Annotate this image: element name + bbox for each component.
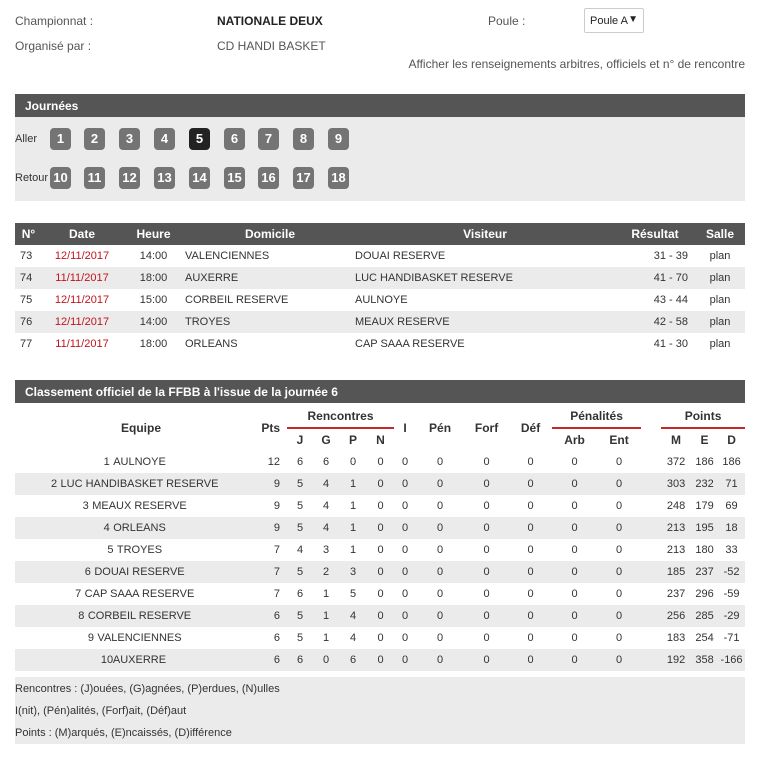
standings-arb: 0 <box>552 517 597 539</box>
standings-i: 0 <box>401 544 409 556</box>
standings-g: 1 <box>313 605 339 627</box>
standings-g: 1 <box>322 588 330 600</box>
classement-table <box>15 405 745 671</box>
standings-n: 0 <box>377 588 384 600</box>
standings-def: 0 <box>527 500 534 512</box>
matches-table <box>15 223 745 355</box>
standings-i: 0 <box>394 473 416 495</box>
team-name: MEAUX RESERVE <box>92 500 187 512</box>
match-date: 11/11/2017 <box>55 338 109 350</box>
journee-button-3[interactable]: 3 <box>119 128 140 150</box>
journee-button-13[interactable]: 13 <box>154 167 175 189</box>
match-heure: 14:00 <box>122 311 185 333</box>
col-p: P <box>348 433 357 447</box>
team-cell <box>15 517 247 539</box>
standings-i: 0 <box>394 517 416 539</box>
standings-g: 1 <box>322 632 330 644</box>
standings-e: 195 <box>691 517 718 539</box>
standings-j: 5 <box>287 517 313 539</box>
standings-row <box>15 583 745 605</box>
match-num: 76 <box>15 311 42 333</box>
standings-i: 0 <box>394 561 416 583</box>
standings-i: 0 <box>401 456 409 468</box>
championnat-value: NATIONALE DEUX <box>217 14 323 28</box>
standings-arb: 0 <box>571 456 578 468</box>
standings-pts: 9 <box>273 500 280 512</box>
journee-button-17[interactable]: 17 <box>293 167 314 189</box>
journees-title: Journées <box>15 94 745 117</box>
journee-button-4[interactable]: 4 <box>154 128 175 150</box>
col-date: Date <box>42 223 122 245</box>
match-date: 12/11/2017 <box>42 311 122 333</box>
standings-d: -52 <box>718 561 745 583</box>
championnat-label: Championnat : <box>15 14 94 28</box>
retour-label: Retour <box>15 172 49 184</box>
standings-p: 1 <box>339 517 367 539</box>
aller-label: Aller <box>15 133 38 145</box>
col-ent: Ent <box>609 433 629 447</box>
standings-def: 0 <box>509 649 552 671</box>
organise-value: CD HANDI BASKET <box>217 39 326 53</box>
standings-g: 2 <box>313 561 339 583</box>
match-domicile: AUXERRE <box>185 267 355 289</box>
standings-pts: 6 <box>273 632 280 644</box>
match-resultat: 41 - 30 <box>653 338 688 350</box>
standings-m: 372 <box>666 456 686 468</box>
standings-pts: 12 <box>267 456 280 468</box>
standings-arb: 0 <box>571 588 578 600</box>
standings-n: 0 <box>367 473 394 495</box>
match-visiteur: DOUAI RESERVE <box>355 250 446 262</box>
standings-m: 213 <box>661 517 691 539</box>
standings-j: 6 <box>287 649 313 671</box>
match-num: 77 <box>20 338 33 350</box>
standings-n: 0 <box>377 500 384 512</box>
team-name: CAP SAAA RESERVE <box>84 588 195 600</box>
standings-g: 3 <box>322 544 330 556</box>
standings-row <box>15 495 745 517</box>
standings-i: 0 <box>394 649 416 671</box>
standings-j: 5 <box>287 605 313 627</box>
col-num: N° <box>15 223 42 245</box>
journee-button-14[interactable]: 14 <box>189 167 210 189</box>
standings-m: 192 <box>661 649 691 671</box>
standings-forf: 0 <box>483 500 490 512</box>
standings-arb: 0 <box>571 632 578 644</box>
team-name: AULNOYE <box>113 456 166 468</box>
standings-d: -59 <box>723 588 740 600</box>
col-g: G <box>321 433 331 447</box>
standings-m: 183 <box>666 632 686 644</box>
standings-def: 0 <box>527 456 534 468</box>
standings-ent: 0 <box>597 517 641 539</box>
match-salle-link[interactable]: plan <box>709 338 731 350</box>
col-m: M <box>671 433 682 447</box>
standings-p: 4 <box>339 605 367 627</box>
standings-d: 33 <box>725 544 738 556</box>
spacer-cell <box>641 627 661 649</box>
col-domicile: Domicile <box>185 223 355 245</box>
standings-m: 237 <box>666 588 686 600</box>
standings-forf: 0 <box>464 517 509 539</box>
team-cell <box>15 605 247 627</box>
match-heure: 14:00 <box>139 250 168 262</box>
col-i: I <box>403 421 407 435</box>
standings-g: 0 <box>313 649 339 671</box>
standings-forf: 0 <box>483 456 490 468</box>
standings-d: -71 <box>723 632 740 644</box>
standings-forf: 0 <box>464 605 509 627</box>
standings-row <box>15 473 745 495</box>
match-resultat: 43 - 44 <box>653 294 688 306</box>
standings-g: 6 <box>322 456 330 468</box>
standings-n: 0 <box>377 632 384 644</box>
match-salle-link[interactable]: plan <box>709 294 731 306</box>
standings-m: 248 <box>666 500 686 512</box>
standings-e: 358 <box>691 649 718 671</box>
spacer-cell <box>641 561 661 583</box>
standings-pen: 0 <box>416 605 464 627</box>
col-forf: Forf <box>474 421 499 435</box>
standings-pen: 0 <box>416 649 464 671</box>
standings-d: -29 <box>718 605 745 627</box>
col-e: E <box>700 433 709 447</box>
team-cell <box>15 451 247 473</box>
standings-p: 1 <box>339 473 367 495</box>
match-num: 74 <box>15 267 42 289</box>
standings-j: 6 <box>296 456 304 468</box>
poule-select[interactable] <box>584 8 644 33</box>
legend-points: Points : (M)arqués, (E)ncaissés, (D)ifférence <box>15 727 232 739</box>
legend-init: I(nit), (Pén)alités, (Forf)ait, (Déf)aut <box>15 705 187 717</box>
standings-pen: 0 <box>436 456 444 468</box>
standings-e: 180 <box>695 544 714 556</box>
team-cell <box>15 627 247 649</box>
spacer-cell <box>641 451 661 473</box>
journee-button-18[interactable]: 18 <box>328 167 349 189</box>
standings-m: 185 <box>661 561 691 583</box>
organise-label: Organisé par : <box>15 39 92 53</box>
standings-row <box>15 517 745 539</box>
standings-forf: 0 <box>464 649 509 671</box>
standings-m: 303 <box>661 473 691 495</box>
standings-row <box>15 649 745 671</box>
standings-j: 5 <box>287 561 313 583</box>
journee-button-11[interactable]: 11 <box>84 167 105 189</box>
standings-forf: 0 <box>483 588 490 600</box>
match-date: 12/11/2017 <box>54 294 110 306</box>
standings-d: 71 <box>718 473 745 495</box>
standings-n: 0 <box>367 605 394 627</box>
standings-pts: 6 <box>247 605 287 627</box>
standings-e: 254 <box>695 632 714 644</box>
journee-button-9[interactable]: 9 <box>328 128 349 150</box>
team-rank: 8 <box>78 610 85 622</box>
standings-n: 0 <box>367 649 394 671</box>
match-date: 11/11/2017 <box>42 267 122 289</box>
standings-e: 285 <box>691 605 718 627</box>
team-cell <box>15 495 247 517</box>
standings-i: 0 <box>401 632 409 644</box>
standings-pts: 7 <box>247 561 287 583</box>
standings-row <box>15 605 745 627</box>
standings-arb: 0 <box>552 649 597 671</box>
spacer-cell <box>641 473 661 495</box>
standings-pts: 6 <box>247 649 287 671</box>
team-name: LUC HANDIBASKET RESERVE <box>60 478 219 490</box>
match-salle-link[interactable]: plan <box>695 267 745 289</box>
standings-arb: 0 <box>552 561 597 583</box>
standings-pen: 0 <box>436 632 444 644</box>
spacer-cell <box>641 517 661 539</box>
journee-button-1[interactable]: 1 <box>50 128 71 150</box>
standings-ent: 0 <box>615 588 623 600</box>
journee-button-15[interactable]: 15 <box>224 167 245 189</box>
team-cell <box>15 649 247 671</box>
standings-pen: 0 <box>436 588 444 600</box>
poule-select-value: Poule A <box>590 15 628 27</box>
legend-rencontres: Rencontres : (J)ouées, (G)agnées, (P)erdues, (N)ulles <box>15 683 280 695</box>
match-visiteur: LUC HANDIBASKET RESERVE <box>355 267 615 289</box>
standings-pts: 9 <box>247 473 287 495</box>
standings-forf: 0 <box>483 632 490 644</box>
standings-pts: 7 <box>273 544 280 556</box>
standings-p: 5 <box>349 588 357 600</box>
col-pen: Pén <box>429 421 452 435</box>
standings-p: 1 <box>349 500 357 512</box>
match-row <box>15 333 745 355</box>
standings-n: 0 <box>367 561 394 583</box>
standings-def: 0 <box>527 632 534 644</box>
team-name: VALENCIENNES <box>97 632 182 644</box>
standings-d: 186 <box>722 456 741 468</box>
col-points: Points <box>661 405 745 428</box>
standings-arb: 0 <box>552 605 597 627</box>
col-equipe: Equipe <box>120 421 161 435</box>
standings-j: 5 <box>287 473 313 495</box>
standings-forf: 0 <box>464 473 509 495</box>
standings-pen: 0 <box>436 544 444 556</box>
col-def: Déf <box>520 421 541 435</box>
team-name: AUXERRE <box>112 654 167 666</box>
standings-g: 4 <box>313 517 339 539</box>
standings-def: 0 <box>509 561 552 583</box>
standings-i: 0 <box>401 588 409 600</box>
standings-n: 0 <box>367 517 394 539</box>
standings-ent: 0 <box>597 561 641 583</box>
standings-j: 5 <box>296 632 304 644</box>
standings-n: 0 <box>377 544 384 556</box>
standings-forf: 0 <box>464 561 509 583</box>
team-rank: 5 <box>107 544 114 556</box>
classement-title: Classement officiel de la FFBB à l'issue de la journée 6 <box>15 380 745 403</box>
standings-j: 6 <box>296 588 304 600</box>
standings-p: 3 <box>339 561 367 583</box>
journee-button-10[interactable]: 10 <box>50 167 71 189</box>
standings-d: 69 <box>725 500 738 512</box>
standings-p: 4 <box>349 632 357 644</box>
standings-pen: 0 <box>416 517 464 539</box>
match-heure: 15:00 <box>139 294 168 306</box>
standings-ent: 0 <box>597 605 641 627</box>
standings-arb: 0 <box>571 500 578 512</box>
col-rencontres: Rencontres <box>287 405 394 428</box>
standings-g: 4 <box>322 500 330 512</box>
team-cell <box>15 473 247 495</box>
col-arb: Arb <box>564 433 585 447</box>
spacer-cell <box>641 495 661 517</box>
team-name: ORLEANS <box>113 522 166 534</box>
standings-e: 232 <box>691 473 718 495</box>
standings-row <box>15 561 745 583</box>
col-n: N <box>376 433 385 447</box>
team-name: DOUAI RESERVE <box>94 566 185 578</box>
team-rank: 9 <box>87 632 94 644</box>
team-rank: 6 <box>84 566 91 578</box>
standings-ent: 0 <box>615 456 623 468</box>
col-j: J <box>296 433 304 447</box>
standings-def: 0 <box>527 588 534 600</box>
match-heure: 18:00 <box>139 338 168 350</box>
standings-i: 0 <box>394 605 416 627</box>
team-rank: 1 <box>103 456 110 468</box>
standings-m: 256 <box>661 605 691 627</box>
standings-pts: 9 <box>247 517 287 539</box>
standings-e: 296 <box>695 588 714 600</box>
team-cell <box>15 539 247 561</box>
standings-ent: 0 <box>597 649 641 671</box>
team-cell <box>15 561 247 583</box>
match-num: 73 <box>20 250 33 262</box>
match-domicile: CORBEIL RESERVE <box>185 294 289 306</box>
standings-g: 4 <box>313 473 339 495</box>
match-salle-link[interactable]: plan <box>695 311 745 333</box>
journee-button-2[interactable]: 2 <box>84 128 105 150</box>
journee-button-5[interactable]: 5 <box>189 128 210 150</box>
match-salle-link[interactable]: plan <box>709 250 731 262</box>
journee-button-7[interactable]: 7 <box>258 128 279 150</box>
match-heure: 18:00 <box>122 267 185 289</box>
match-visiteur: CAP SAAA RESERVE <box>355 338 465 350</box>
match-row <box>15 267 745 289</box>
standings-arb: 0 <box>571 544 578 556</box>
standings-m: 213 <box>666 544 686 556</box>
team-rank: 10 <box>100 654 114 666</box>
team-rank: 2 <box>50 478 58 490</box>
standings-pen: 0 <box>416 473 464 495</box>
standings-row <box>15 627 745 649</box>
match-visiteur: AULNOYE <box>355 294 408 306</box>
standings-e: 179 <box>695 500 714 512</box>
match-resultat: 41 - 70 <box>615 267 695 289</box>
standings-row <box>15 539 745 561</box>
standings-arb: 0 <box>552 473 597 495</box>
team-rank: 3 <box>82 500 89 512</box>
journee-button-6[interactable]: 6 <box>224 128 245 150</box>
standings-pts: 7 <box>273 588 280 600</box>
standings-ent: 0 <box>615 500 623 512</box>
col-heure: Heure <box>122 223 185 245</box>
spacer-cell <box>641 605 661 627</box>
standings-def: 0 <box>527 544 534 556</box>
col-resultat: Résultat <box>615 223 695 245</box>
standings-e: 237 <box>691 561 718 583</box>
col-penalites: Pénalités <box>552 405 641 428</box>
standings-pen: 0 <box>416 561 464 583</box>
standings-def: 0 <box>509 605 552 627</box>
match-date: 12/11/2017 <box>54 250 110 262</box>
journee-button-8[interactable]: 8 <box>293 128 314 150</box>
match-domicile: ORLEANS <box>185 338 238 350</box>
match-resultat: 31 - 39 <box>653 250 688 262</box>
journee-button-16[interactable]: 16 <box>258 167 279 189</box>
chevron-down-icon: ▼ <box>628 14 638 25</box>
match-num: 75 <box>20 294 33 306</box>
team-rank: 7 <box>75 588 82 600</box>
standings-def: 0 <box>509 473 552 495</box>
match-domicile: VALENCIENNES <box>185 250 270 262</box>
poule-label: Poule : <box>488 14 526 28</box>
spacer-cell <box>641 649 661 671</box>
standings-d: -166 <box>718 649 745 671</box>
standings-forf: 0 <box>483 544 490 556</box>
standings-n: 0 <box>377 456 384 468</box>
col-salle: Salle <box>695 223 745 245</box>
standings-p: 1 <box>349 544 357 556</box>
matches-header-row <box>15 223 745 245</box>
team-name: CORBEIL RESERVE <box>87 610 192 622</box>
standings-j: 4 <box>296 544 304 556</box>
match-row <box>15 289 745 311</box>
standings-e: 186 <box>695 456 714 468</box>
standings-ent: 0 <box>615 544 623 556</box>
standings-p: 6 <box>339 649 367 671</box>
match-row <box>15 245 745 267</box>
col-visiteur: Visiteur <box>355 223 615 245</box>
standings-ent: 0 <box>615 632 623 644</box>
standings-ent: 0 <box>597 473 641 495</box>
match-resultat: 42 - 58 <box>615 311 695 333</box>
match-domicile: TROYES <box>185 311 355 333</box>
team-name: TROYES <box>116 544 163 556</box>
officials-link[interactable]: Afficher les renseignements arbitres, officiels et n° de rencontre <box>408 57 745 71</box>
match-visiteur: MEAUX RESERVE <box>355 311 615 333</box>
team-cell <box>15 583 247 605</box>
standings-def: 0 <box>509 517 552 539</box>
standings-p: 0 <box>349 456 357 468</box>
team-rank: 4 <box>103 522 110 534</box>
col-d: D <box>727 433 736 447</box>
standings-j: 5 <box>296 500 304 512</box>
standings-row <box>15 451 745 473</box>
spacer-cell <box>641 583 661 605</box>
journee-button-12[interactable]: 12 <box>119 167 140 189</box>
standings-i: 0 <box>401 500 409 512</box>
spacer-cell <box>641 539 661 561</box>
col-pts: Pts <box>261 421 280 435</box>
standings-d: 18 <box>718 517 745 539</box>
match-row <box>15 311 745 333</box>
standings-pen: 0 <box>436 500 444 512</box>
